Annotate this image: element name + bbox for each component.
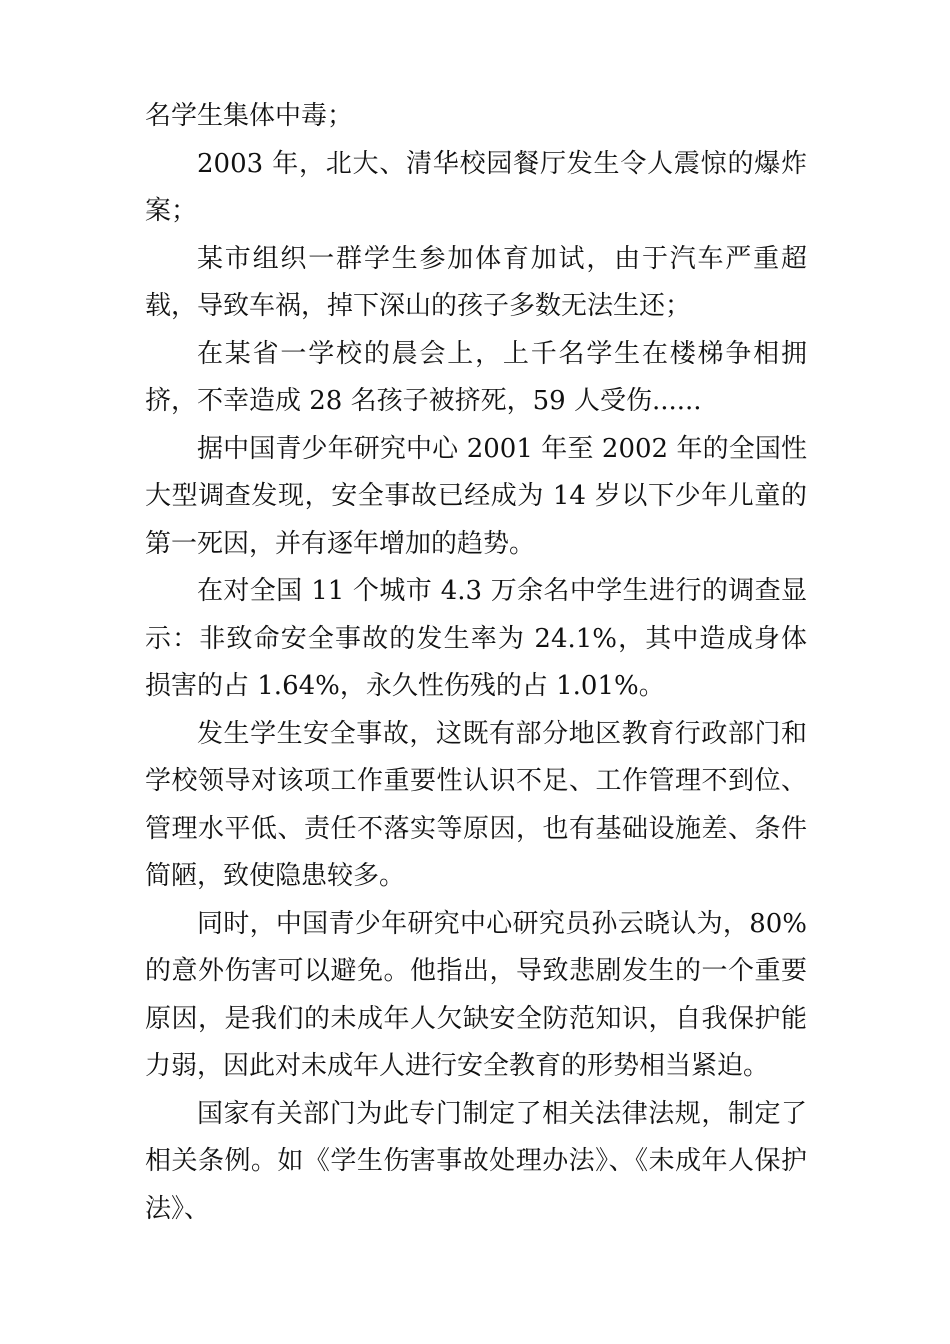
paragraph-8: 同时，中国青少年研究中心研究员孙云晓认为，80%的意外伤害可以避免。他指出，导致悲剧发生的一个重要原因，是我们的未成年人欠缺安全防范知识，自我保护能力弱，因此对未成年人进行安全教育的形势相当紧迫。 [145,908,807,1081]
paragraph-7: 发生学生安全事故，这既有部分地区教育行政部门和学校领导对该项工作重要性认识不足、工作管理不到位、管理水平低、责任不落实等原因，也有基础设施差、条件简陋，致使隐患较多。 [145,718,807,891]
paragraph-4: 在某省一学校的晨会上，上千名学生在楼梯争相拥挤，不幸造成 28 名孩子被挤死，59 人受伤...... [145,338,807,416]
paragraph-5: 据中国青少年研究中心 2001 年至 2002 年的全国性大型调查发现，安全事故已经成为 14 岁以下少年儿童的第一死因，并有逐年增加的趋势。 [145,433,807,559]
paragraph-3: 某市组织一群学生参加体育加试，由于汽车严重超载，导致车祸，掉下深山的孩子多数无法生还； [145,243,807,321]
paragraph-6: 在对全国 11 个城市 4.3 万余名中学生进行的调查显示：非致命安全事故的发生率为 24.1%，其中造成身体损害的占 1.64%，永久性伤残的占 1.01%。 [145,576,807,701]
paragraph-1: 名学生集体中毒； [145,101,354,131]
paragraph-9: 国家有关部门为此专门制定了相关法律法规，制定了相关条例。如《学生伤害事故处理办法》、《未成年人保护法》、 [145,1098,807,1224]
document-body [145,93,807,1233]
paragraph-2: 2003 年，北大、清华校园餐厅发生令人震惊的爆炸案； [145,148,807,226]
